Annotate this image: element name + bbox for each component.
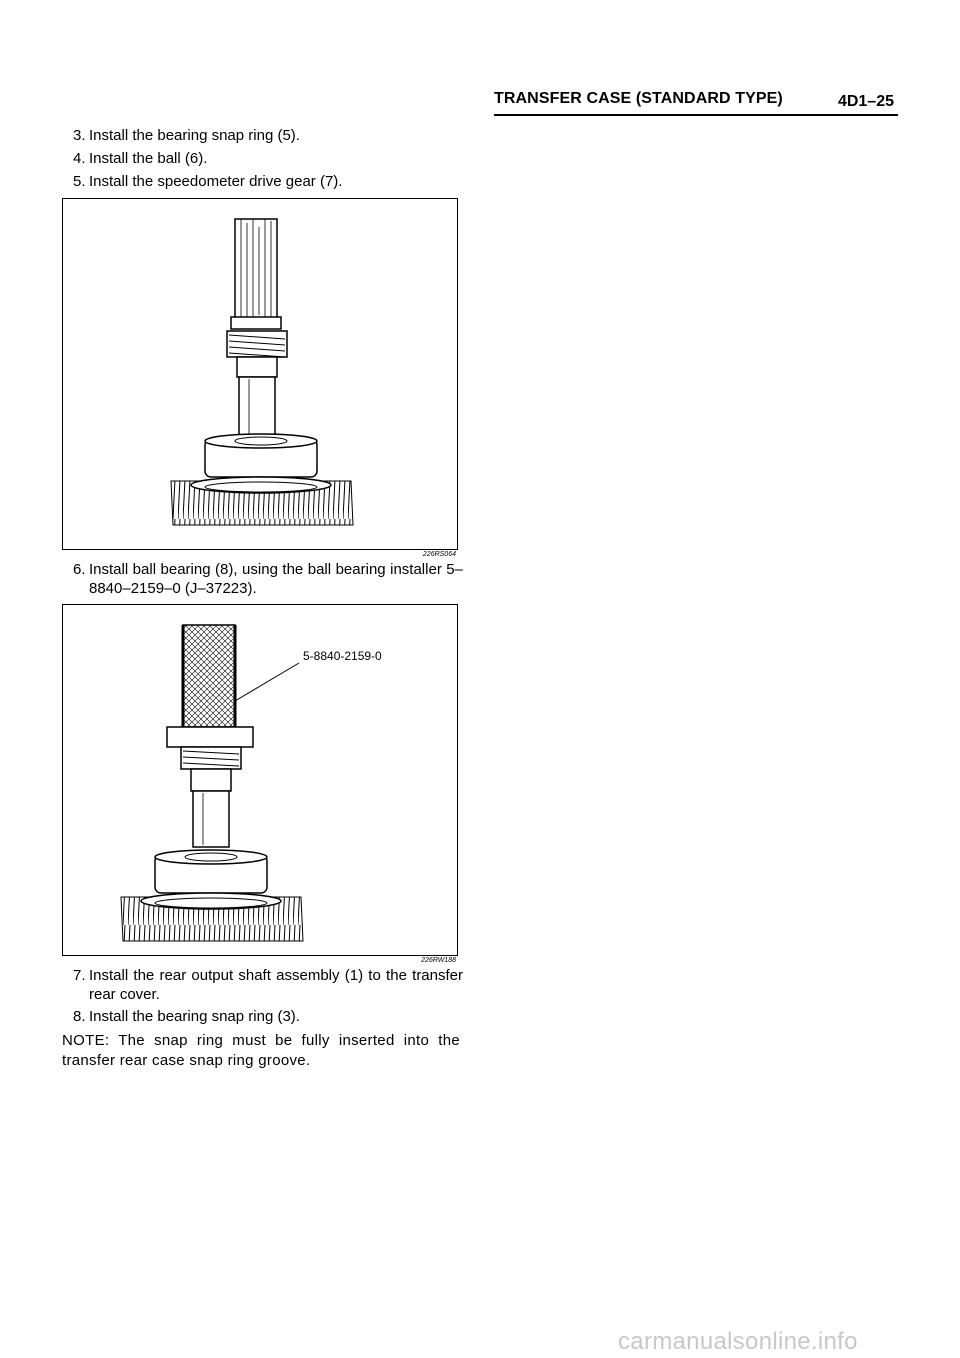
figure-bearing-installer — [62, 604, 458, 964]
section-title: TRANSFER CASE (STANDARD TYPE) — [494, 90, 783, 107]
header-rule — [494, 114, 898, 116]
figure-speedometer-gear — [62, 198, 458, 558]
figure-code-2: 226RW188 — [421, 957, 456, 964]
footer-watermark[interactable]: carmanualsonline.info — [618, 1328, 858, 1355]
step-6: 6. Install ball bearing (8), using the ball bearing installer 5–8840–2159–0 (J–37223). — [73, 561, 463, 597]
tool-callout: 5-8840-2159-0 — [303, 649, 382, 663]
step-3: 3. Install the bearing snap ring (5). — [73, 127, 300, 144]
shaft-illustration-2 — [63, 605, 457, 955]
step-4: 4. Install the ball (6). — [73, 150, 208, 167]
step-8: 8. Install the bearing snap ring (3). — [73, 1008, 300, 1025]
shaft-illustration-1 — [63, 199, 457, 549]
note-paragraph: NOTE: The snap ring must be fully inserted into the transfer rear case snap ring groove. — [62, 1032, 460, 1069]
page-header — [494, 90, 898, 116]
step-7: 7. Install the rear output shaft assembly (1) to the transfer rear cover. — [73, 967, 463, 1003]
page-number: 4D1–25 — [837, 93, 894, 110]
step-5: 5. Install the speedometer drive gear (7). — [73, 173, 343, 190]
figure-code-1: 226RS064 — [422, 551, 456, 558]
